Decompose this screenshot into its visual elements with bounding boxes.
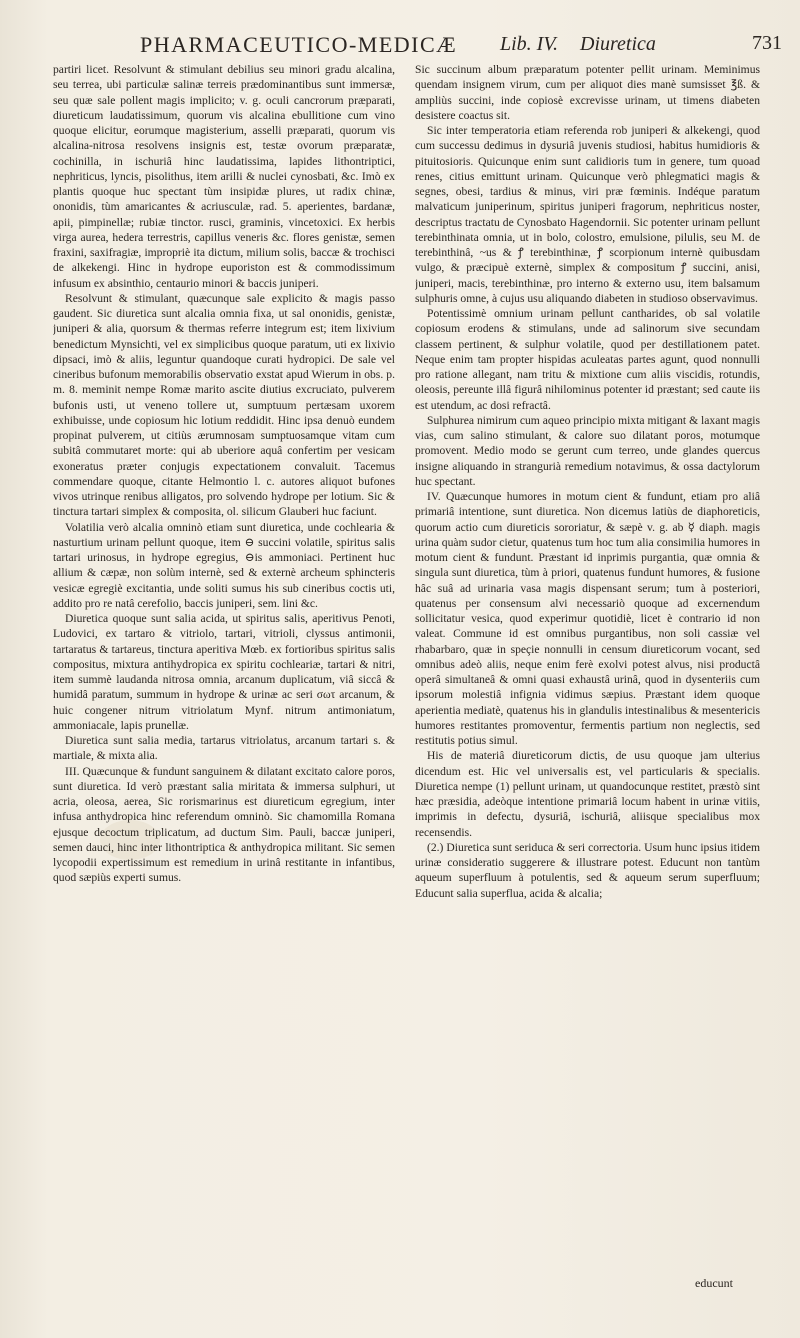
paragraph: Diuretica sunt salia media, tartarus vitriolatus, arcanum tartari s. & martiale, & mixta alia.: [53, 734, 395, 763]
paragraph: Sic inter temperatoria etiam referenda rob juniperi & alkekengi, quod cum successu dedimus in dysuriâ juvenis studiosi, habitus humidioris & pituitosioris. Quicunque enim sunt calidioris tum in genere, tum quoad renes, citius emittunt urinam. Quicunque verò phlegmatici magis & segnes, obesi, tardius & minus, viri præ fœminis. Indéque paratum malvaticum juniperinum, spiritus juniperi fragorum, nephriticus noster, descriptus tractatu de Cynosbato Hagendornii. Sic potenter urinam pellunt terebinthinata omnia, ut in bolo, colostro, emulsione, pilulis, seu M. de terebinthinâ, ~us & ꝭ terebinthinæ, ꝭ scorpionum internè quibusdam vulgo, & præcipuè externè, simplex & compositum ꝭ succini, anisi, juniperi, macis, terebinthinæ, pro interno & externo usu, item balsamum sulphuris omne, à cujus usu aliquando diabeten in studioso observavimus.: [415, 124, 760, 305]
paragraph: III. Quæcunque & fundunt sanguinem & dilatant excitato calore poros, sunt diuretica. Id verò præstant salia miritata & immersa sulphuri, ut acria, oleosa, aerea, Sic rorismarinus est diureticum egregium, inter infusa anthydropica hinc referendum omninò. Sic chamomilla Romana ejusque decoctum triplicatum, ad ductum Sim. Pauli, baccæ juniperi, semen dauci, hinc inter lithontriptica & anthydropica militant. Sic semen lycopodii expertissimum est remedium in urinâ restitante in infantibus, quod sæpiùs experti sumus.: [53, 764, 395, 885]
book-number: Lib. IV.: [500, 33, 558, 55]
paragraph: Sic succinum album præparatum potenter pellit urinam. Meminimus quendam insignem virum, cum per aliquot dies manè sumsisset ℥ß. & ampliùs succini, inde copiosè excrevisse urinam, ut timens diabeten desistere coactus sit.: [415, 63, 760, 122]
running-title: PHARMACEUTICO-MEDICÆ: [140, 32, 458, 57]
paragraph: Diuretica quoque sunt salia acida, ut spiritus salis, aperitivus Penoti, Ludovici, ex tartaro & vitriolo, tartari, vitrioli, clyssus antimonii, tartaratus & tartareus, tinctura aperitiva Mœb. ex fortioribus spiritus salis compositus, mixtura antihydropica ex spiritu cochleariæ, tartari & nitri, item summè laudanda nitrosa omnia, arcanum duplicatum, viâ siccâ & humidâ paratum, summum in hydrope & urinæ ac seri σωτ arcanum, & huic congener nitrum vitriolatum Mynf. nitrum antimoniatum, ammoniacale, lapis prunellæ.: [53, 612, 395, 732]
right-column: [415, 62, 760, 1272]
paragraph: Potentissimè omnium urinam pellunt cantharides, ob sal volatile copiosum erodens & stimulans, unde ad salinorum sive secundam classem pertinent, & sulphur volatile, quod per destillationem patet. Neque enim tam propter hispidas aculeatas partes agunt, quod nonnulli pro ratione allegant, nam tritu & mixtione cum aliis viscidis, rotundis, oleosis, pereunte illâ figurâ nihilominus potenter id præstant; sed caute iis est utendum, ac dosi refractâ.: [415, 307, 760, 412]
section-title: Diuretica: [580, 33, 656, 55]
paragraph: (2.) Diuretica sunt seriduca & seri correctoria. Usum hunc ipsius itidem urinæ consideratio suggerere & illustrare potest. Educunt non tantùm aqueum superfluum à potulentis, sed & aqueum serum superfluum; Educunt salia superflua, acida & alcalia;: [415, 840, 760, 900]
page-number: 731: [752, 32, 782, 54]
paragraph: Resolvunt & stimulant, quæcunque sale explicito & magis passo gaudent. Sic diuretica sunt alcalia omnia fixa, ut sal ononidis, genistæ, juniperi & alia, quorsum & thermas referre integrum est; item lixivium benedictum Mynsichti, vel ex simplicibus quoque paratum, uti ex lixivio dipsaci, imò & aliis, leguntur quandoque curati hydropici. De sale vel cineribus bufonum memorabilis observatio exstat apud Wierum in obs. p. m. 8. meminit nempe Romæ marito ascite diutius excruciato, pulverem bufonis usti, ut veneno tollere ut, sumptuum pertæsam uxorem exhibuisse, unde copiosum hic lotium reddidit. Hinc ipsa denuò eundem propinat pulverem, ut citiùs ærumnosam sumptuosamque vitam cum subitâ commutaret morte: qui ab uberiore aquâ confertim per vesicam exoneratus præter conjugis expectationem convaluit. Tacemus commendare quoque, citante Helmontio l. c. autores aliquot bufones vivos utrinque renibus alligatos, pro solvendo hydrope per lotium. Sic & tinctura tartari simplex & composita, ol. silicum Glauberi huc faciunt.: [53, 291, 395, 519]
catchword: educunt: [695, 1276, 733, 1290]
paragraph: Volatilia verò alcalia omninò etiam sunt diuretica, unde cochlearia & nasturtium urinam pellunt quoque, item ⊖ succini volatile, spiritus salis tartari urinosus, in hydrope egregius, ⊖is ammoniaci. Pertinent huc allium & cæpæ, non solùm internè, sed & externè archeum sphincteris vesicæ egregiè excitantia, unde soliti sumus his sub cineribus coctis uti, addito pro re natâ cerefolio, baccis juniperi, sem. lini &c.: [53, 520, 395, 610]
paragraph: Sulphurea nimirum cum aqueo principio mixta mitigant & laxant magis vias, cum salino stimulant, & calore suo dilatant poros, motumque promovent. Medio modo se gerunt cum terreo, unde glandes quercus insigne aliquando in strangurià remedium notavimus, & ossa dactylorum huc spectant.: [415, 413, 760, 488]
paragraph: IV. Quæcunque humores in motum cient & fundunt, etiam pro aliâ primariâ intentione, sunt diuretica. Non dicemus latiùs de diaphoreticis, quorum actio cum diureticis sororiatur, & sæpè v. g. ab ☿ diaph. magis urina quàm sudor cietur, quatenus tum hoc tum alia consimilia humores in motum cient & fundunt. Præstant id inprimis purgantia, quæ omnia & singula sunt diuretica, tùm à priori, quatenus fundunt humores, & fusione hâc suâ ad urinaria vasa magis dispensant serum; tum à posteriori, quatenus per consensum alvi necessariò quoque ad excernendum sollicitatur vesica, quod experimur quotidiè, licet è contrario id non valeat. Commune id est omnibus purgantibus, non soli cassiæ vel rhabarbaro, quæ in speçie nonnulli in censum diureticorum vocant, sed omnibus adeò aliis, neque enim ferè exolvi potest alvus, nisi productâ operâ simultaneâ & omni quasi exhaustâ urinâ, quod in dysenteriis cum ipsorum molestiâ infignia vidimus sæpius. Præstant idem quoque aperientia mediatè, quatenus his in glandulis intestinalibus & mesentericis humores restitantes promoventur, fermentis partium non neglectis, sed restitutis potius simul.: [415, 490, 760, 747]
left-column: [53, 62, 395, 1272]
page-header: [140, 32, 786, 62]
paragraph: His de materiâ diureticorum dictis, de usu quoque jam ulterius dicendum est. Hic vel universalis est, vel particularis & specialis. Diuretica nempe (1) pellunt urinam, ut quandocunque restitet, præstò sint hæc præsidia, adeòque intentione primariâ locum habent in urinæ vitiis, imprimis in defectu, dysuriâ, ischuriâ, aliisque specialibus mox recensendis.: [415, 749, 760, 839]
paragraph: partiri licet. Resolvunt & stimulant debilius seu minori gradu alcalina, seu terrea, ubi particulæ salinæ terreis prædominantibus sunt immersæ, seu quæ sale pollent magis implicito; v. g. oculi cancrorum præparati, diureticum laudatissimum, quorum vis alcalina ebullitione cum vino quoque elicitur, eorumque magisterium, asselli præparati, quorum vis alcalina-nitrosa resolvens insignis est, testæ ovorum præparatæ, cochinilla, in ischuriâ hinc laudatissima, lapides lithontriptici, nephriticus, lyncis, pisolithus, item arilli & nuclei cynosbati, &c. Imò ex plantis quoque huc spectant tùm insipidæ plures, ut radix chinæ, ononidis, tùm amaricantes & acriusculæ, rad. 5. aperientes, bardanæ, apii, pimpinellæ; rubiæ tinctor. rusci, graminis, vincetoxici. Ex herbis virga aurea, hedera terrestris, capillus veneris &c. flores genistæ, semen fraxini, saxifragiæ, impropriè ita dictum, milium solis, baccæ & trochisci de alkekengi. Hinc in hydrope euporiston est & commodissimum infusum ex absinthio, centaurio minori & baccis juniperi.: [53, 63, 395, 290]
